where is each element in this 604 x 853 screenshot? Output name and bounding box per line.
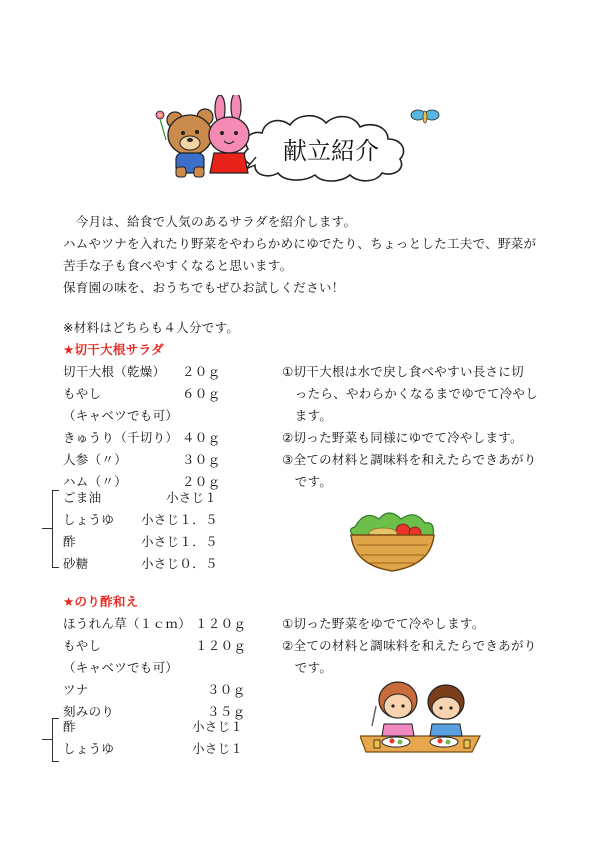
recipe1-ingredient-amount: ２０ｇ bbox=[182, 474, 221, 489]
recipe1-step: ③全ての材料と調味料を和えたらできあがり bbox=[282, 452, 537, 467]
recipe2-seasoning-bracket bbox=[52, 718, 59, 762]
salad-bowl-illustration bbox=[345, 505, 440, 577]
recipe1-ingredient-name: 切干大根（乾燥） bbox=[63, 364, 166, 379]
recipe2-step: ①切った野菜をゆでて冷やします。 bbox=[282, 616, 485, 631]
recipe1-ingredient-name: ハム（〃） bbox=[63, 474, 128, 489]
intro-line-2: ハムやツナを入れたり野菜をやわらかめにゆでたり、ちょっとした工夫で、野菜が bbox=[63, 236, 537, 251]
recipe1-title: ★切干大根サラダ bbox=[63, 342, 164, 357]
recipe1-step: ます。 bbox=[282, 408, 333, 423]
recipe1-ingredient-amount: ６０ｇ bbox=[182, 386, 221, 401]
recipe1-step: です。 bbox=[282, 474, 333, 489]
butterfly-icon bbox=[411, 110, 439, 123]
intro-line-4: 保育園の味を、おうちでもぜひお試しください！ bbox=[63, 280, 345, 295]
recipe2-ingredient-amount: １２０ｇ bbox=[195, 616, 247, 631]
recipe2-seasoning-bracket-tick bbox=[42, 739, 52, 740]
rabbit-icon bbox=[209, 95, 249, 173]
recipe1-ingredient-name: （キャベツでも可） bbox=[63, 408, 179, 423]
bear-icon bbox=[167, 109, 213, 177]
recipe1-seasoning-amount: 小さじ０．５ bbox=[141, 556, 218, 571]
recipe1-seasoning-name: しょうゆ bbox=[63, 512, 115, 527]
page-title: 献立紹介 bbox=[283, 137, 379, 165]
recipe2-ingredient-name: ほうれん草（１ｃｍ） bbox=[63, 616, 192, 631]
recipe1-ingredient-name: もやし bbox=[63, 386, 102, 401]
recipe2-ingredient-name: 刻みのり bbox=[63, 704, 115, 719]
recipe2-step: ②全ての材料と調味料を和えたらできあがり bbox=[282, 638, 537, 653]
recipe1-ingredient-name: 人参（〃） bbox=[63, 452, 128, 467]
recipe1-seasoning-amount: 小さじ１．５ bbox=[141, 512, 218, 527]
recipe2-seasoning-amount: 小さじ１ bbox=[192, 719, 244, 734]
recipe1-seasoning-name: 酢 bbox=[63, 534, 76, 549]
recipe2-title: ★のり酢和え bbox=[63, 594, 139, 609]
recipe1-seasoning-amount: 小さじ１ bbox=[166, 490, 218, 505]
recipe1-ingredient-name: きゅうり（千切り） bbox=[63, 430, 179, 445]
children-eating-illustration bbox=[360, 676, 485, 756]
recipe1-ingredient-amount: ２０ｇ bbox=[182, 364, 221, 379]
recipe2-seasoning-name: しょうゆ bbox=[63, 741, 115, 756]
recipe1-seasoning-amount: 小さじ１．５ bbox=[141, 534, 218, 549]
recipe2-ingredient-amount: ３５ｇ bbox=[207, 704, 246, 719]
recipe2-step: です。 bbox=[282, 660, 333, 675]
girl-icon bbox=[372, 682, 417, 736]
intro-line-3: 苦手な子も食べやすくなると思います。 bbox=[63, 258, 293, 273]
intro-line-1: 今月は、給食で人気のあるサラダを紹介します。 bbox=[63, 214, 357, 229]
recipe1-seasoning-name: 砂糖 bbox=[63, 556, 89, 571]
recipe1-step: ①切干大根は水で戻し食べやすい長さに切 bbox=[282, 364, 524, 379]
recipe1-ingredient-amount: ４０ｇ bbox=[182, 430, 221, 445]
recipe1-seasoning-bracket bbox=[52, 490, 59, 568]
recipe2-seasoning-name: 酢 bbox=[63, 719, 76, 734]
recipe1-step: ②切った野菜も同様にゆでて冷やします。 bbox=[282, 430, 523, 445]
recipe2-ingredient-name: （キャベツでも可） bbox=[63, 660, 179, 675]
recipe2-ingredient-amount: １２０ｇ bbox=[195, 638, 247, 653]
recipe2-seasoning-amount: 小さじ１ bbox=[192, 741, 244, 756]
recipe2-ingredient-name: ツナ bbox=[63, 682, 89, 697]
recipe2-ingredient-amount: ３０ｇ bbox=[207, 682, 246, 697]
flower-icon bbox=[156, 111, 166, 140]
boy-icon bbox=[428, 685, 464, 736]
header-illustration bbox=[150, 95, 480, 190]
recipe2-ingredient-name: もやし bbox=[63, 638, 102, 653]
recipe1-seasoning-bracket-tick bbox=[42, 528, 52, 529]
servings-note: ※材料はどちらも４人分です。 bbox=[63, 320, 240, 335]
recipe1-seasoning-name: ごま油 bbox=[63, 490, 102, 505]
recipe1-ingredient-amount: ３０ｇ bbox=[182, 452, 221, 467]
recipe1-step: ったら、やわらかくなるまでゆでて冷やし bbox=[282, 386, 539, 401]
